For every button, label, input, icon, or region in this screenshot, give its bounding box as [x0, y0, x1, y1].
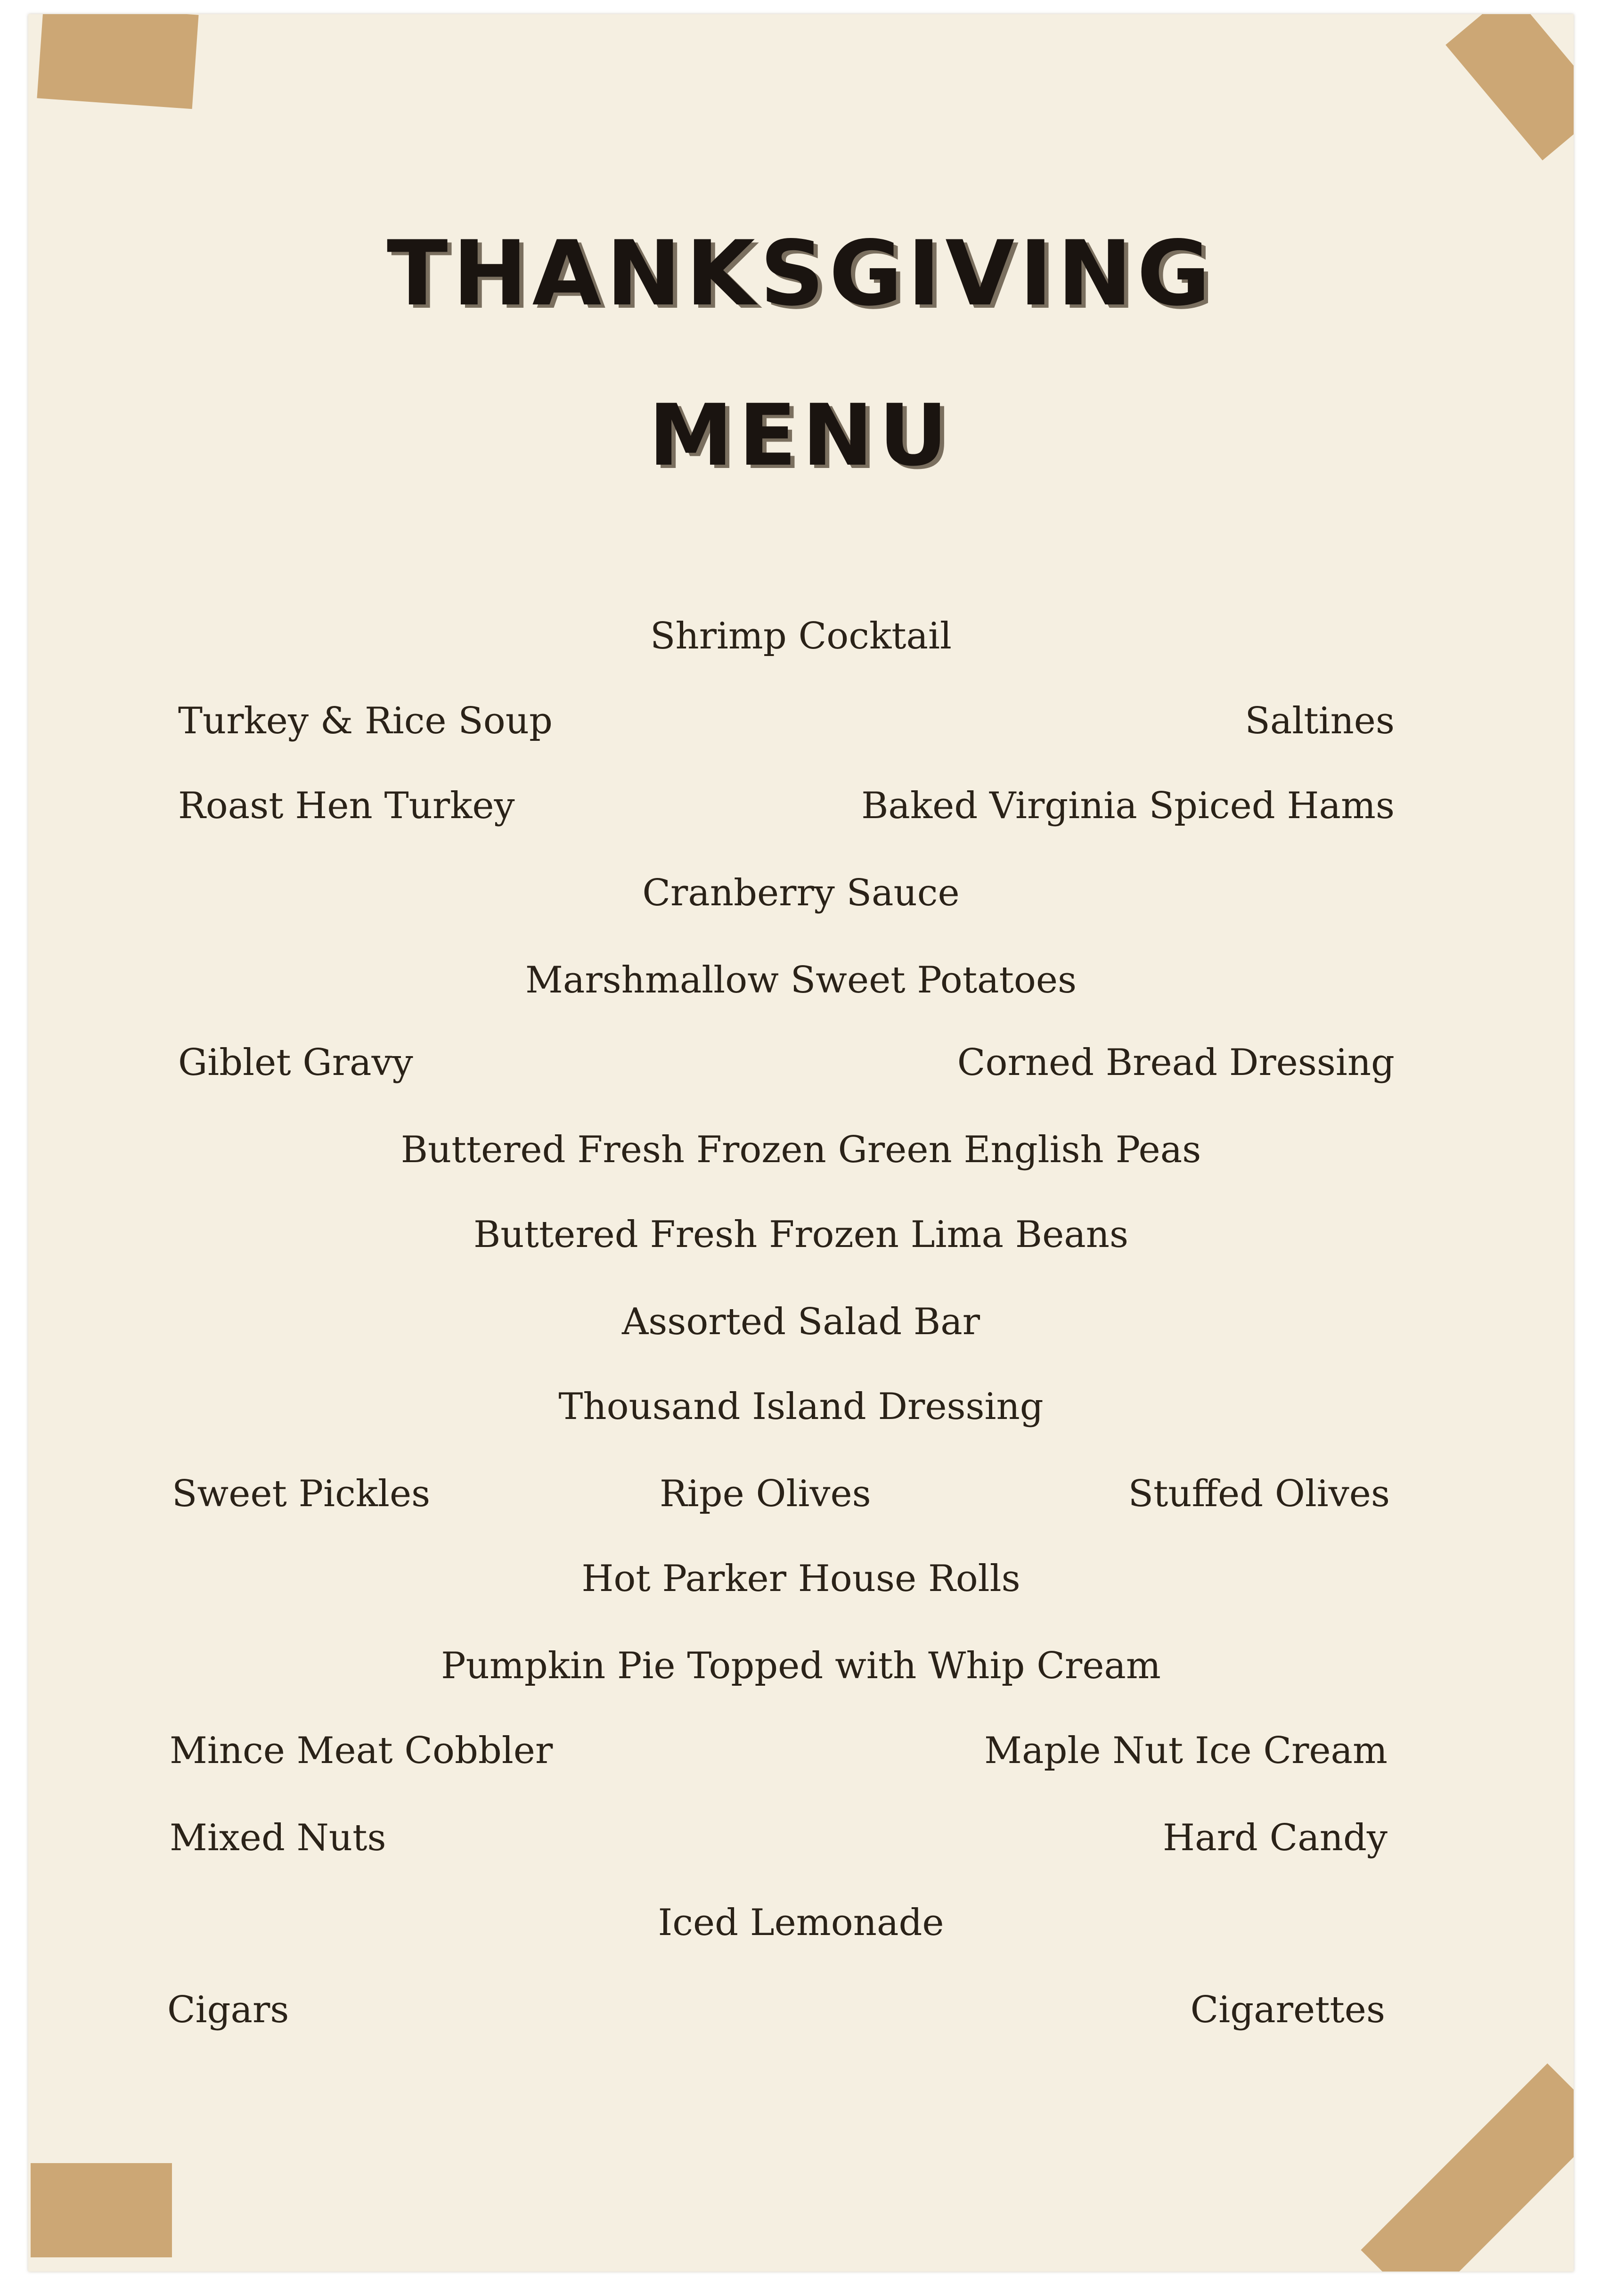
menu-item-cranberry: Cranberry Sauce — [642, 872, 960, 914]
menu-item-saltines: Saltines — [1245, 700, 1395, 742]
menu-item-gravy: Giblet Gravy — [178, 1041, 413, 1084]
menu-item-ham: Baked Virginia Spiced Hams — [861, 785, 1395, 827]
menu-item-pumpkin-pie: Pumpkin Pie Topped with Whip Cream — [441, 1645, 1161, 1687]
menu-item-soup: Turkey & Rice Soup — [178, 700, 553, 742]
menu-item-cigars: Cigars — [167, 1989, 289, 2031]
menu-item-dressing: Corned Bread Dressing — [957, 1041, 1395, 1084]
menu-item-island-dressing: Thousand Island Dressing — [558, 1386, 1044, 1428]
tape-top-left — [37, 14, 198, 109]
menu-item-salad-bar: Assorted Salad Bar — [621, 1301, 980, 1343]
menu-item-lima-beans: Buttered Fresh Frozen Lima Beans — [473, 1214, 1129, 1256]
menu-row — [28, 959, 1574, 1016]
menu-row — [28, 872, 1574, 928]
menu-item-lemonade: Iced Lemonade — [658, 1902, 944, 1944]
menu-item-sweet-potatoes: Marshmallow Sweet Potatoes — [525, 959, 1077, 1001]
menu-item-cigarettes: Cigarettes — [1190, 1989, 1385, 2031]
menu-row — [28, 1989, 1574, 2045]
menu-card — [28, 14, 1574, 2271]
menu-item-ripe-olives: Ripe Olives — [660, 1473, 871, 1515]
menu-item-stuffed-olives: Stuffed Olives — [1128, 1473, 1390, 1515]
tape-top-right — [1445, 14, 1574, 160]
menu-item-mixed-nuts: Mixed Nuts — [170, 1817, 386, 1859]
menu-row — [28, 1214, 1574, 1270]
menu-item-ice-cream: Maple Nut Ice Cream — [984, 1730, 1388, 1772]
menu-row — [28, 1730, 1574, 1786]
menu-item-hard-candy: Hard Candy — [1163, 1817, 1388, 1859]
menu-row — [28, 1386, 1574, 1442]
menu-row — [28, 1129, 1574, 1185]
tape-bottom-left — [31, 2163, 172, 2257]
menu-row — [28, 1645, 1574, 1701]
menu-row — [28, 615, 1574, 672]
menu-item-shrimp-cocktail: Shrimp Cocktail — [650, 615, 952, 657]
menu-subtitle: MENU — [648, 386, 954, 485]
menu-row — [28, 1817, 1574, 1873]
menu-row — [28, 1041, 1574, 1098]
menu-title: THANKSGIVING — [386, 221, 1216, 326]
menu-row — [28, 700, 1574, 756]
menu-item-peas: Buttered Fresh Frozen Green English Peas — [400, 1129, 1201, 1171]
menu-row — [28, 1473, 1574, 1529]
menu-row — [28, 1301, 1574, 1357]
menu-row — [28, 1558, 1574, 1614]
tape-bottom-right — [1361, 2063, 1574, 2271]
menu-row — [28, 785, 1574, 841]
menu-row — [28, 1902, 1574, 1958]
menu-item-sweet-pickles: Sweet Pickles — [172, 1473, 431, 1515]
menu-item-cobbler: Mince Meat Cobbler — [170, 1730, 553, 1772]
menu-item-rolls: Hot Parker House Rolls — [581, 1558, 1020, 1600]
menu-item-turkey: Roast Hen Turkey — [178, 785, 515, 827]
